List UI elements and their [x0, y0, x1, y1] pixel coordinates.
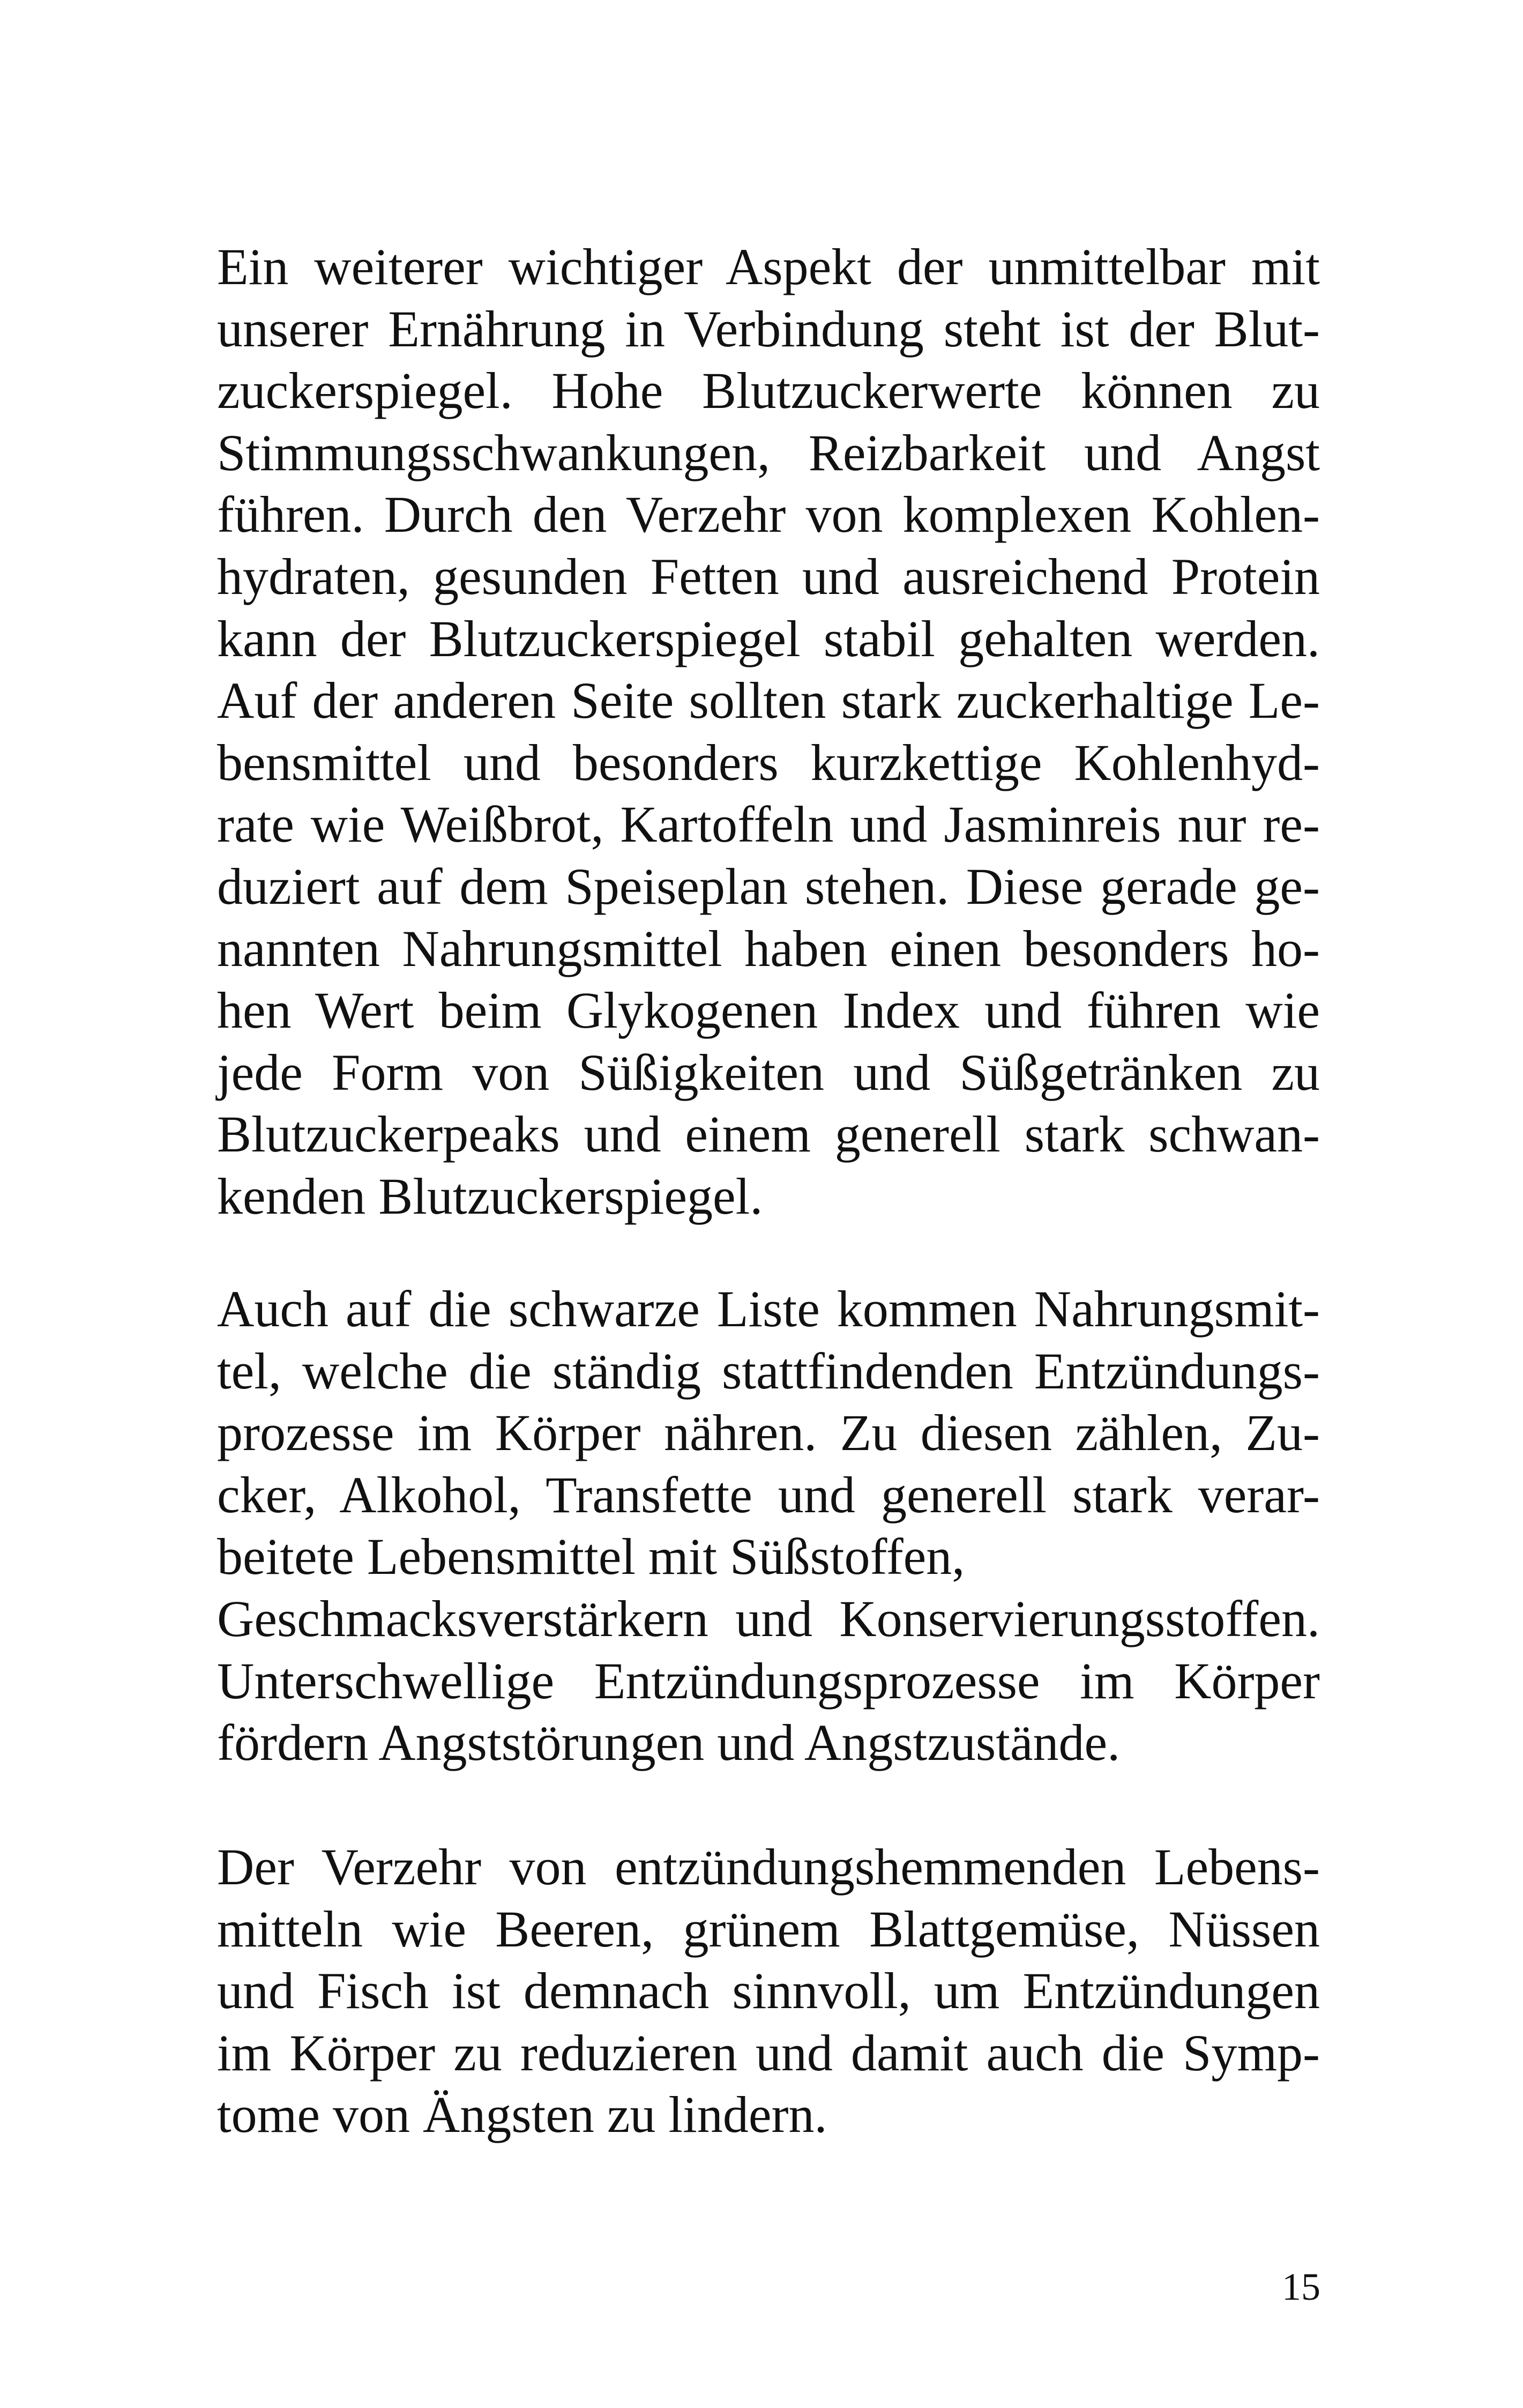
- text-line: fördern Angststörungen und Angstzustände.: [217, 1714, 1121, 1772]
- text-line: mitteln wie Beeren, grünem Blattgemüse, Nüssen: [217, 1900, 1320, 1958]
- text-line: hen Wert beim Glykogenen Index und führen wie: [217, 982, 1320, 1039]
- text-line: Auf der anderen Seite sollten stark zuckerhaltige Le-: [217, 672, 1320, 730]
- text-line: unserer Ernährung in Verbindung steht ist der Blut-: [217, 300, 1320, 358]
- paragraph-anti-inflammatory: [217, 1836, 1320, 2146]
- text-line: cker, Alkohol, Transfette und generell stark verar-: [217, 1466, 1320, 1523]
- text-line: Geschmacksverstärkern und Konservierungsstoffen.: [217, 1589, 1320, 1647]
- text-line: rate wie Weißbrot, Kartoffeln und Jasminreis nur re-: [217, 796, 1320, 853]
- text-line: Blutzuckerpeaks und einem generell stark schwan-: [217, 1105, 1320, 1163]
- text-line: beitete Lebensmittel mit Süßstoffen,: [217, 1528, 965, 1586]
- text-line: duziert auf dem Speiseplan stehen. Diese gerade ge-: [217, 857, 1320, 915]
- page-number: 15: [1282, 2265, 1320, 2308]
- text-line: prozesse im Körper nähren. Zu diesen zählen, Zu-: [217, 1404, 1320, 1462]
- paragraph-blood-sugar: [217, 236, 1320, 1228]
- text-line: Auch auf die schwarze Liste kommen Nahrungsmit-: [217, 1280, 1320, 1337]
- text-line: Unterschwellige Entzündungsprozesse im Körper: [217, 1652, 1320, 1710]
- text-line: nannten Nahrungsmittel haben einen besonders ho-: [217, 919, 1320, 977]
- text-line: führen. Durch den Verzehr von komplexen Kohlen-: [217, 486, 1320, 544]
- text-line: tome von Ängsten zu lindern.: [217, 2086, 827, 2144]
- text-line: kenden Blutzuckerspiegel.: [217, 1167, 763, 1225]
- text-line: tel, welche die ständig stattfindenden Entzündungs-: [217, 1342, 1320, 1400]
- text-line: Ein weiterer wichtiger Aspekt der unmittelbar mit: [217, 238, 1320, 295]
- text-line: hydraten, gesunden Fetten und ausreichend Protein: [217, 547, 1320, 605]
- text-line: bensmittel und besonders kurzkettige Kohlenhyd-: [217, 733, 1320, 791]
- text-line: und Fisch ist demnach sinnvoll, um Entzündungen: [217, 1962, 1320, 2020]
- paragraph-blacklist: [217, 1278, 1320, 1774]
- text-line: Der Verzehr von entzündungshemmenden Lebens-: [217, 1838, 1320, 1896]
- text-line: zuckerspiegel. Hohe Blutzuckerwerte können zu: [217, 362, 1320, 420]
- text-line: Stimmungsschwankungen, Reizbarkeit und Angst: [217, 423, 1320, 481]
- text-line: im Körper zu reduzieren und damit auch die Symp-: [217, 2024, 1320, 2082]
- text-line: jede Form von Süßigkeiten und Süßgetränken zu: [217, 1043, 1320, 1101]
- text-line: kann der Blutzuckerspiegel stabil gehalten werden.: [217, 610, 1320, 667]
